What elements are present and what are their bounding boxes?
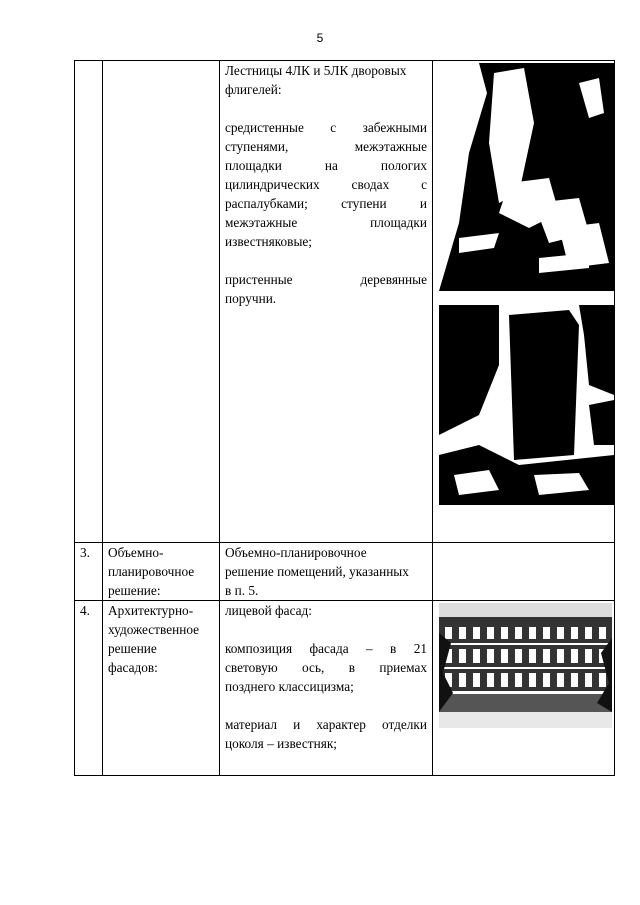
facade-plinth-text: материал и характер отделки цоколя – известняк; [225,717,427,751]
photo-cell [433,601,615,776]
row-empty-cell [433,543,615,601]
table-row [75,601,615,776]
table-row [75,61,615,543]
facade-heading: лицевой фасад: [225,603,312,618]
row-description-cell [220,61,433,543]
stairs-heading: Лестницы 4ЛК и 5ЛК дворовых флигелей: [225,63,407,97]
photo-cell [433,61,615,543]
page-number: 5 [316,31,324,45]
row-title-cell: Архитектурно- художественное решение фасадов: [103,601,220,776]
row-number-cell: 3. [75,543,103,601]
table-row [75,543,615,601]
row-title-cell: Объемно- планировочное решение: [103,543,220,601]
staircase-photo [439,63,614,291]
facade-composition-text: композиция фасада – в 21 световую ось, в приемах позднего классицизма; [225,641,427,694]
row-description-cell: Объемно-планировочное решение помещений, указанных в п. 5. [220,543,433,601]
facade-photo [439,603,612,728]
heritage-object-table [74,60,615,776]
row-description-cell [220,601,433,776]
row-number-cell: 4. [75,601,103,776]
row-number-cell [75,61,103,543]
stairs-handrail-text: пристенные деревянные поручни. [225,272,427,306]
stair-handrail-photo [439,305,614,505]
stairs-structure-text: средистенные с забежными ступенями, межэтажные площадки на пологих цилиндрических сводах с распалубками; ступени и межэтажные площадки известняковые; [225,120,427,249]
row-title-cell [103,61,220,543]
